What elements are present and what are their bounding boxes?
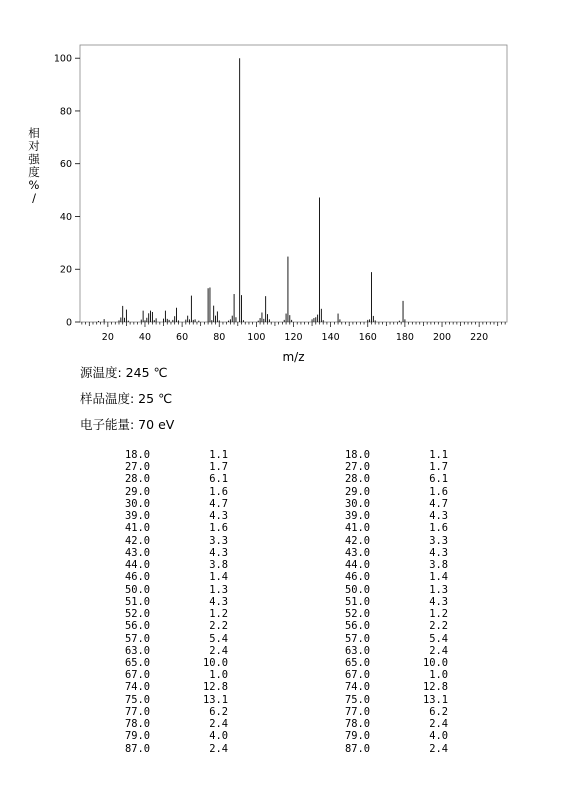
peak-table-left-row (120, 608, 228, 620)
peak-table-right-row (340, 596, 448, 608)
mz-value: 74.0 (124, 681, 150, 694)
mz-value: 51.0 (124, 595, 150, 608)
mz-value: 67.0 (344, 669, 370, 682)
relative-intensity-value: 6.2 (209, 705, 228, 718)
relative-intensity-value: 3.8 (209, 559, 228, 572)
peak-table-left-row (120, 510, 228, 522)
peak-table-left-row (120, 743, 228, 755)
y-tick-label: 80 (59, 106, 72, 118)
peak-table-right-row (340, 522, 448, 534)
mz-value: 27.0 (344, 461, 370, 474)
peak-table-left (120, 449, 228, 755)
relative-intensity-value: 4.3 (209, 510, 228, 523)
peak-table-right-row (340, 730, 448, 742)
mz-value: 42.0 (344, 534, 370, 547)
peak-table-right-row (340, 510, 448, 522)
mz-value: 41.0 (344, 522, 370, 535)
relative-intensity-value: 6.1 (209, 473, 228, 486)
mz-value: 50.0 (124, 583, 150, 596)
mz-value: 44.0 (124, 559, 150, 572)
relative-intensity-value: 1.4 (429, 571, 448, 584)
mz-value: 50.0 (344, 583, 370, 596)
relative-intensity-value: 1.1 (429, 449, 448, 461)
mz-value: 56.0 (344, 620, 370, 633)
mz-value: 77.0 (124, 705, 150, 718)
relative-intensity-value: 1.0 (209, 669, 228, 682)
peak-table-left-row (120, 547, 228, 559)
relative-intensity-value: 2.4 (209, 742, 228, 755)
peak-table-right-row (340, 718, 448, 730)
peak-table-right-row (340, 473, 448, 485)
relative-intensity-value: 1.7 (209, 461, 228, 474)
peak-table-left-row (120, 718, 228, 730)
mz-value: 39.0 (344, 510, 370, 523)
mz-value: 28.0 (344, 473, 370, 486)
peak-table-right-row (340, 559, 448, 571)
mz-value: 51.0 (344, 595, 370, 608)
relative-intensity-value: 4.3 (209, 595, 228, 608)
plot-frame (80, 45, 507, 322)
mz-value: 39.0 (124, 510, 150, 523)
relative-intensity-value: 4.7 (429, 497, 448, 510)
y-axis-label: 相对强度% / (28, 126, 40, 205)
y-tick-label: 100 (53, 53, 72, 65)
mz-value: 78.0 (124, 718, 150, 731)
spectrum-peaks (99, 58, 405, 322)
peak-table-right-row (340, 608, 448, 620)
relative-intensity-value: 13.1 (422, 693, 448, 706)
peak-table-left-row (120, 669, 228, 681)
mz-value: 79.0 (124, 730, 150, 743)
relative-intensity-value: 1.1 (209, 449, 228, 461)
peak-table-left-row (120, 584, 228, 596)
relative-intensity-value: 2.4 (429, 742, 448, 755)
relative-intensity-value: 4.0 (209, 730, 228, 743)
peak-table-left-row (120, 498, 228, 510)
relative-intensity-value: 1.2 (429, 608, 448, 621)
relative-intensity-value: 3.3 (209, 534, 228, 547)
peak-table-left-row (120, 449, 228, 461)
relative-intensity-value: 6.1 (429, 473, 448, 486)
relative-intensity-value: 1.2 (209, 608, 228, 621)
relative-intensity-value: 1.6 (209, 522, 228, 535)
peak-table-left-row (120, 730, 228, 742)
mass-spectrum-chart (0, 0, 570, 370)
relative-intensity-value: 10.0 (202, 656, 228, 669)
mz-value: 74.0 (344, 681, 370, 694)
mz-value: 29.0 (124, 485, 150, 498)
x-tick-label: 20 (101, 332, 114, 343)
mz-value: 29.0 (344, 485, 370, 498)
mz-value: 30.0 (124, 497, 150, 510)
x-tick-label: 160 (358, 332, 377, 343)
peak-table-left-row (120, 486, 228, 498)
peak-table-left-row (120, 559, 228, 571)
peak-table-right-row (340, 571, 448, 583)
relative-intensity-value: 4.3 (429, 595, 448, 608)
relative-intensity-value: 12.8 (422, 681, 448, 694)
x-tick-label: 200 (432, 332, 452, 343)
relative-intensity-value: 6.2 (429, 705, 448, 718)
peak-table-right-row (340, 620, 448, 632)
mz-value: 75.0 (344, 693, 370, 706)
mz-value: 78.0 (344, 718, 370, 731)
mz-value: 75.0 (124, 693, 150, 706)
peak-table-left-row (120, 571, 228, 583)
relative-intensity-value: 1.0 (429, 669, 448, 682)
mz-value: 43.0 (124, 546, 150, 559)
x-tick-label: 100 (247, 332, 266, 343)
mz-value: 57.0 (124, 632, 150, 645)
peak-table-right-row (340, 461, 448, 473)
relative-intensity-value: 10.0 (422, 656, 448, 669)
peak-table-right (340, 449, 448, 755)
relative-intensity-value: 1.4 (209, 571, 228, 584)
peak-table-right-row (340, 498, 448, 510)
relative-intensity-value: 1.3 (429, 583, 448, 596)
x-tick-label: 40 (138, 332, 152, 343)
y-tick-label: 40 (59, 211, 72, 223)
mz-value: 63.0 (344, 644, 370, 657)
relative-intensity-value: 3.3 (429, 534, 448, 547)
mz-value: 18.0 (124, 449, 150, 461)
relative-intensity-value: 2.2 (209, 620, 228, 633)
relative-intensity-value: 12.8 (202, 681, 228, 694)
peak-table-right-row (340, 547, 448, 559)
mz-value: 41.0 (124, 522, 150, 535)
peak-table-left-row (120, 694, 228, 706)
peak-table-left-row (120, 706, 228, 718)
relative-intensity-value: 4.3 (209, 546, 228, 559)
peak-table-left-row (120, 522, 228, 534)
relative-intensity-value: 5.4 (209, 632, 228, 645)
relative-intensity-value: 1.3 (209, 583, 228, 596)
relative-intensity-value: 1.6 (209, 485, 228, 498)
mz-value: 52.0 (344, 608, 370, 621)
x-tick-label: 140 (321, 332, 340, 343)
peak-table-left-row (120, 473, 228, 485)
mz-value: 43.0 (344, 546, 370, 559)
source-temperature: 源温度: 245 ℃ (80, 365, 168, 380)
relative-intensity-value: 2.4 (429, 718, 448, 731)
relative-intensity-value: 2.4 (209, 644, 228, 657)
mz-value: 57.0 (344, 632, 370, 645)
peak-table-left-row (120, 645, 228, 657)
peak-table-right-row (340, 633, 448, 645)
x-tick-label: 220 (470, 332, 489, 343)
peak-table-left-row (120, 657, 228, 669)
x-axis-label: m/z (282, 350, 305, 364)
mz-value: 46.0 (124, 571, 150, 584)
relative-intensity-value: 1.7 (429, 461, 448, 474)
mz-value: 18.0 (344, 449, 370, 461)
sample-temperature: 样品温度: 25 ℃ (80, 391, 173, 406)
peak-table-right-row (340, 645, 448, 657)
peak-table-left-row (120, 620, 228, 632)
mz-value: 44.0 (344, 559, 370, 572)
peak-table-right-row (340, 657, 448, 669)
x-tick-label: 80 (213, 332, 226, 343)
peak-table-left-row (120, 535, 228, 547)
mz-value: 42.0 (124, 534, 150, 547)
y-tick-label: 20 (59, 264, 72, 276)
mz-value: 65.0 (124, 656, 150, 669)
relative-intensity-value: 4.3 (429, 510, 448, 523)
relative-intensity-value: 1.6 (429, 485, 448, 498)
relative-intensity-value: 1.6 (429, 522, 448, 535)
mz-value: 52.0 (124, 608, 150, 621)
peak-table-left-row (120, 596, 228, 608)
relative-intensity-value: 4.0 (429, 730, 448, 743)
relative-intensity-value: 2.2 (429, 620, 448, 633)
relative-intensity-value: 4.7 (209, 497, 228, 510)
mz-value: 67.0 (124, 669, 150, 682)
mz-value: 79.0 (344, 730, 370, 743)
peak-table-right-row (340, 535, 448, 547)
peak-table-right-row (340, 486, 448, 498)
mz-value: 65.0 (344, 656, 370, 669)
x-tick-label: 180 (395, 332, 414, 343)
mz-value: 77.0 (344, 705, 370, 718)
relative-intensity-value: 13.1 (202, 693, 228, 706)
peak-table-right-row (340, 584, 448, 596)
peak-table-right-row (340, 706, 448, 718)
peak-table-right-row (340, 694, 448, 706)
mz-value: 27.0 (124, 461, 150, 474)
mz-value: 56.0 (124, 620, 150, 633)
mz-value: 28.0 (124, 473, 150, 486)
x-tick-label: 60 (176, 332, 189, 343)
electron-energy: 电子能量: 70 eV (80, 417, 175, 432)
peak-table-left-row (120, 461, 228, 473)
y-tick-label: 60 (59, 159, 72, 171)
mz-value: 87.0 (124, 742, 150, 755)
x-tick-label: 120 (284, 332, 303, 343)
peak-table-left-row (120, 633, 228, 645)
mz-value: 87.0 (344, 742, 370, 755)
mz-value: 63.0 (124, 644, 150, 657)
peak-table-right-row (340, 449, 448, 461)
relative-intensity-value: 2.4 (429, 644, 448, 657)
relative-intensity-value: 4.3 (429, 546, 448, 559)
y-tick-label: 0 (65, 317, 72, 329)
peak-table-right-row (340, 743, 448, 755)
relative-intensity-value: 3.8 (429, 559, 448, 572)
chart-axes (75, 45, 507, 327)
axis-labels (28, 54, 488, 364)
mz-value: 46.0 (344, 571, 370, 584)
peak-table-left-row (120, 681, 228, 693)
peak-table-right-row (340, 669, 448, 681)
relative-intensity-value: 5.4 (429, 632, 448, 645)
mz-value: 30.0 (344, 497, 370, 510)
relative-intensity-value: 2.4 (209, 718, 228, 731)
peak-table-right-row (340, 681, 448, 693)
